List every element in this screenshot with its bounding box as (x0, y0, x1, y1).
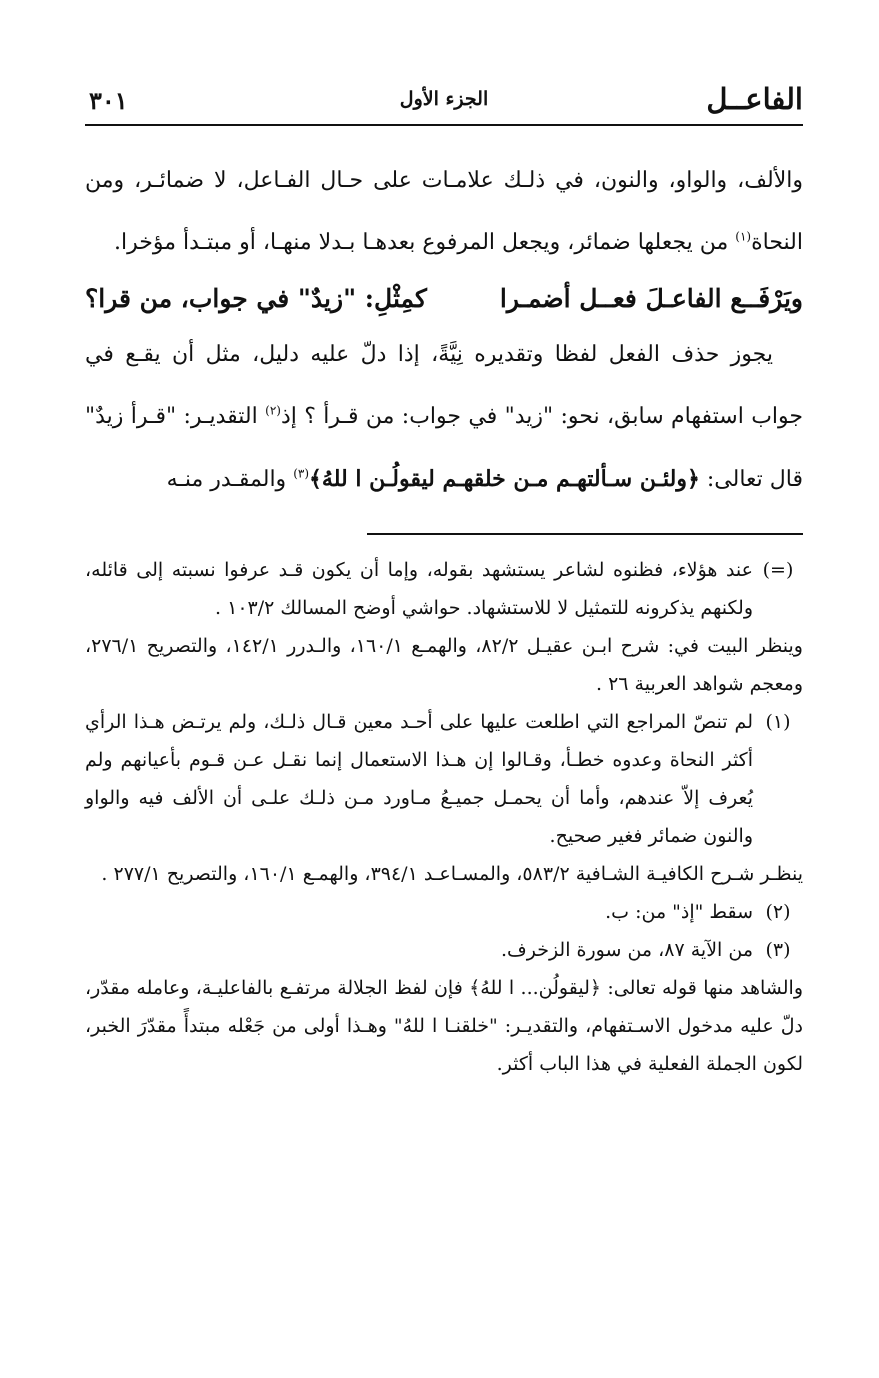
footnote-ref-3: (٣) (293, 466, 310, 481)
footnote-number: (٢) (765, 901, 791, 923)
main-text (85, 150, 803, 511)
footnote-text: ينظـر شـرح الكافيـة الشـافية ٥٨٣/٢، والمسـاعـد ٣٩٤/١، والهمـع ١٦٠/١، والتصريح ٢٧٧/١ . (101, 863, 803, 885)
footnote-text: من الآية ٨٧، من سورة الزخرف. (500, 939, 753, 961)
footnote-number: (١) (765, 711, 791, 733)
footnotes (85, 551, 803, 1083)
footnote-number: (٣) (765, 939, 791, 961)
book-page (85, 72, 803, 1083)
footnote-2 (85, 893, 803, 931)
page-number: ٣٠١ (89, 86, 128, 115)
footnote-ref-2: (٢) (265, 403, 281, 418)
verse-hemistich-1: ويَرْفَــع الفاعـلَ فعــل أضمـرا (499, 284, 803, 313)
footnote-text: وينظر البيت في: شرح ابـن عقيـل ٨٢/٢، والهمـع ١٦٠/١، والـدرر ١٤٢/١، والتصريح ٢٧٦/١، ومعجم شواهد العربية ٢٦ . (85, 635, 803, 695)
footnote-ref-1: (١) (735, 229, 752, 244)
footnote-3 (85, 931, 803, 969)
footnote-text: لم تنصّ المراجع التي اطلعت عليها على أحـد معين قـال ذلـك، ولم يرتـض هـذا الرأي أكثر النحاة وعدوه خطـأ، وقـالوا إن هـذا الاستعمال إنما نقـل عـن قـوم بأعيانهم ولم يُعرف إلاّ عندهم، وأما أن يحمـل جميـعُ مـاورد مـن ذلـك علـى أن الألف فيه والواو والنون ضمائر فغير صحيح. (85, 711, 753, 847)
running-head (85, 72, 803, 126)
footnote-continued (85, 551, 803, 627)
footnote-marker: (=) (762, 559, 794, 581)
footnote-text: سقط "إذ" من: ب. (605, 901, 753, 923)
paragraph-1: والألف، والواو، والنون، في ذلـك علامـات على حـال الفـاعل، لا ضمائـر، ومن النحاة$^{(١)}$ من يجعلها ضمائر، ويجعل المرفوع بعدهـا بـدلا منهـا، أو مبتـدأ مؤخرا. (85, 168, 803, 255)
quran-quote: ﴿ولئـن سـألتهـم مـن خلقهـم ليقولُـن ا للهُ﴾ (309, 466, 700, 492)
verse-hemistich-2: كمِثْلِ: "زيدٌ" في جواب، من قرا؟ (85, 284, 427, 313)
section-title: الفاعــل (706, 82, 803, 116)
part-title: الجزء الأول (399, 88, 489, 110)
verse-line (85, 274, 803, 324)
footnote-1 (85, 703, 803, 855)
footnote-separator (367, 533, 803, 535)
footnote-text: والشاهد منها قوله تعالى: ﴿ليقولُن... ا للهُ﴾ فإن لفظ الجلالة مرتفـع بالفاعليـة، وعامله مقدّر، دلّ عليه مدخول الاسـتفهام، والتقديـر: "خلقنـا ا للهُ" وهـذا أولى من جَعْله مبتدأً مقدّرَ الخبر، لكون الجملة الفعلية في هذا الباب أكثر. (85, 977, 803, 1075)
paragraph-2: يجوز حذف الفعل لفظا وتقديره نِيَّةً، إذا دلّ عليه دليل، مثل أن يقـع في جواب استفهام سابق، نحو: "زيد" في جواب: من قـرأ ؟ إذ$^{(٢)}$ التقديـر: "قـرأ زيدٌ" قال تعالى: ﴿ولئـن سـألتهـم مـن خلقهـم ليقولُـن ا للهُ﴾$^{(٣)}$ والمقـدر منـه (85, 342, 803, 492)
footnote-text: عند هؤلاء، فظنوه لشاعر يستشهد بقوله، وإما أن يكون قـد عرفوا نسبته إلى قائله، ولكنهم يذكرونه للتمثيل لا للاستشهاد. حواشي أوضح المسالك ١٠٣/٢ . (85, 559, 753, 619)
